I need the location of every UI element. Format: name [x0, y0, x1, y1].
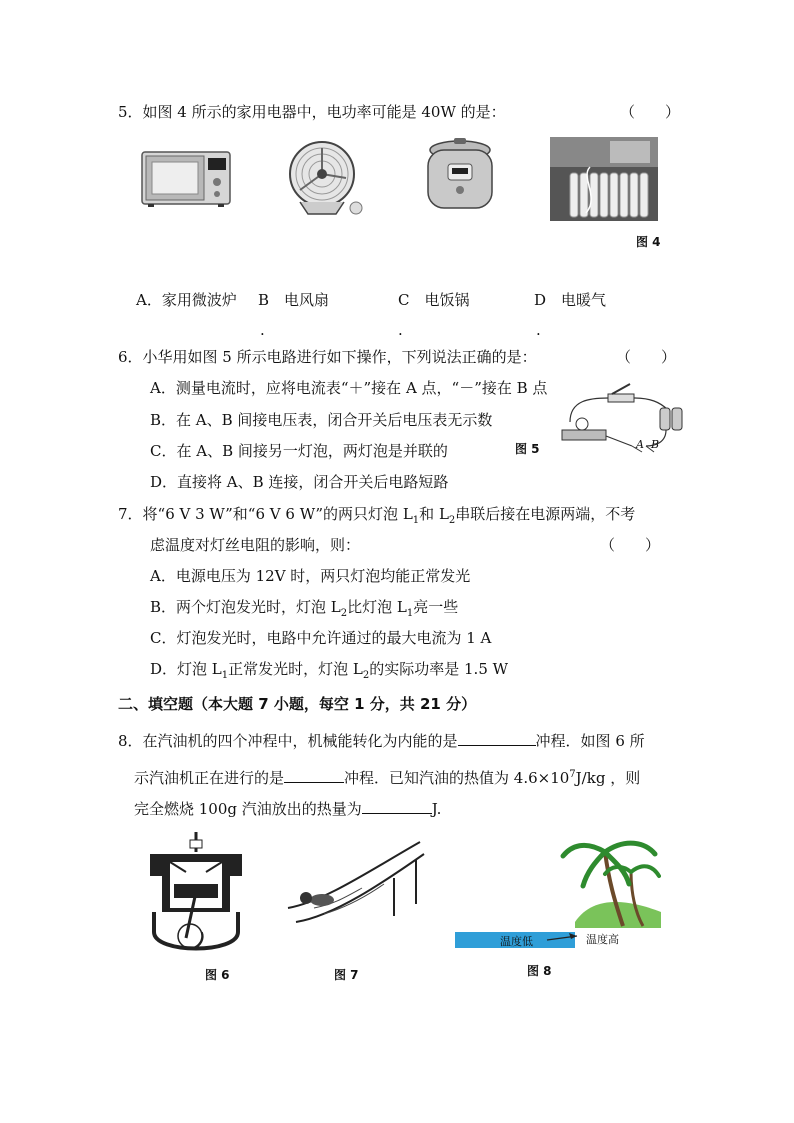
- q5-dot-b: .: [260, 321, 265, 339]
- slide-illustration: [284, 838, 426, 934]
- q8-line3-part-a: 完全燃烧 100g 汽油放出的热量为: [134, 800, 362, 818]
- q5-answer-paren: （ ）: [620, 103, 681, 121]
- q5-option-c: C 电饭锅: [398, 291, 470, 309]
- q7-option-b-part2: 比灯泡 L: [347, 598, 407, 616]
- q8-line3: [134, 799, 441, 819]
- q8-line2: [134, 765, 640, 788]
- q7-option-d-sub1: 1: [221, 670, 229, 681]
- electric-fan-image: [286, 138, 368, 220]
- circuit-diagram: [560, 380, 690, 454]
- figure-4-caption: 图 4: [636, 235, 661, 249]
- q6-option-c: C．在 A、B 间接另一灯泡，两灯泡是并联的: [150, 442, 448, 460]
- q7-stem-part3: 串联后接在电源两端，不考: [455, 505, 636, 523]
- beach-illustration: [455, 832, 661, 950]
- q6-option-d: D．直接将 A、B 连接，闭合开关后电路短路: [150, 473, 449, 491]
- q7-stem-part2: 和 L: [419, 505, 449, 523]
- q7-option-c: C．灯泡发光时，电路中允许通过的最大电流为 1 A: [150, 629, 492, 647]
- electric-heater-image: [550, 137, 658, 221]
- q7-stem-part1: 7．将“6 V 3 W”和“6 V 6 W”的两只灯泡 L: [118, 505, 413, 523]
- rice-cooker-image: [420, 136, 500, 218]
- q7-sub2: 2: [448, 515, 456, 526]
- q5-option-a: A．家用微波炉: [136, 291, 237, 309]
- q7-option-d-part1: D．灯泡 L: [150, 660, 222, 678]
- q5-stem: 5．如图 4 所示的家用电器中，电功率可能是 40W 的是：: [118, 103, 506, 121]
- q7-option-b-sub2: 1: [406, 608, 414, 619]
- q5-option-d: D 电暖气: [534, 291, 607, 309]
- q7-answer-paren: （ ）: [600, 536, 661, 554]
- q7-option-d-sub2: 2: [362, 670, 370, 681]
- q7-option-d-part3: 的实际功率是 1.5 W: [369, 660, 509, 678]
- q7-stem-line1: [118, 504, 635, 531]
- q7-option-d: [150, 659, 508, 686]
- q5-option-b: B 电风扇: [258, 291, 330, 309]
- figure-8-low-label: 温度低: [500, 935, 533, 948]
- q8-line1: [118, 731, 645, 751]
- figure-5-caption: 图 5: [515, 442, 540, 456]
- q6-answer-paren: （ ）: [616, 348, 677, 366]
- q7-sub1: 1: [412, 515, 420, 526]
- q7-stem-line2: 虑温度对灯丝电阻的影响，则：: [150, 536, 361, 554]
- q8-line2-part-a: 示汽油机正在进行的是: [134, 769, 285, 787]
- microwave-image: [140, 148, 232, 208]
- q8-blank-1[interactable]: [458, 731, 536, 746]
- q7-option-a: A．电源电压为 12V 时，两只灯泡均能正常发光: [150, 567, 471, 585]
- figure-8-high-label: 温度高: [586, 933, 619, 946]
- q7-option-b: [150, 597, 458, 624]
- q8-blank-3[interactable]: [362, 799, 432, 814]
- section-2-title: 二、填空题（本大题 7 小题，每空 1 分，共 21 分）: [118, 695, 477, 713]
- q7-option-b-part3: 亮一些: [413, 598, 459, 616]
- q8-line2-part-b: 冲程．已知汽油的热值为 4.6×10: [344, 769, 570, 787]
- q8-line1-part-a: 8．在汽油机的四个冲程中，机械能转化为内能的是: [118, 732, 458, 750]
- q8-line3-part-b: J.: [431, 800, 442, 818]
- q8-line2-part-c: J/kg ，则: [575, 769, 641, 787]
- engine-diagram: [146, 832, 246, 957]
- q8-blank-2[interactable]: [284, 768, 344, 783]
- q7-option-b-sub1: 2: [340, 608, 348, 619]
- q5-dot-d: .: [536, 321, 541, 339]
- figure-7-caption: 图 7: [334, 968, 359, 982]
- figure-8-caption: 图 8: [527, 964, 552, 978]
- q6-option-b: B．在 A、B 间接电压表，闭合开关后电压表无示数: [150, 411, 493, 429]
- q8-exponent: 7: [569, 769, 576, 780]
- figure-5-point-b: B: [651, 438, 660, 451]
- q7-option-b-part1: B．两个灯泡发光时，灯泡 L: [150, 598, 341, 616]
- figure-5-point-a: A: [636, 438, 644, 451]
- q6-option-a: A．测量电流时，应将电流表“＋”接在 A 点，“－”接在 B 点: [150, 379, 548, 397]
- figure-6-caption: 图 6: [205, 968, 230, 982]
- q5-dot-c: .: [398, 321, 403, 339]
- q7-option-d-part2: 正常发光时，灯泡 L: [228, 660, 363, 678]
- q8-line1-part-b: 冲程．如图 6 所: [535, 732, 645, 750]
- q6-stem: 6．小华用如图 5 所示电路进行如下操作，下列说法正确的是：: [118, 348, 537, 366]
